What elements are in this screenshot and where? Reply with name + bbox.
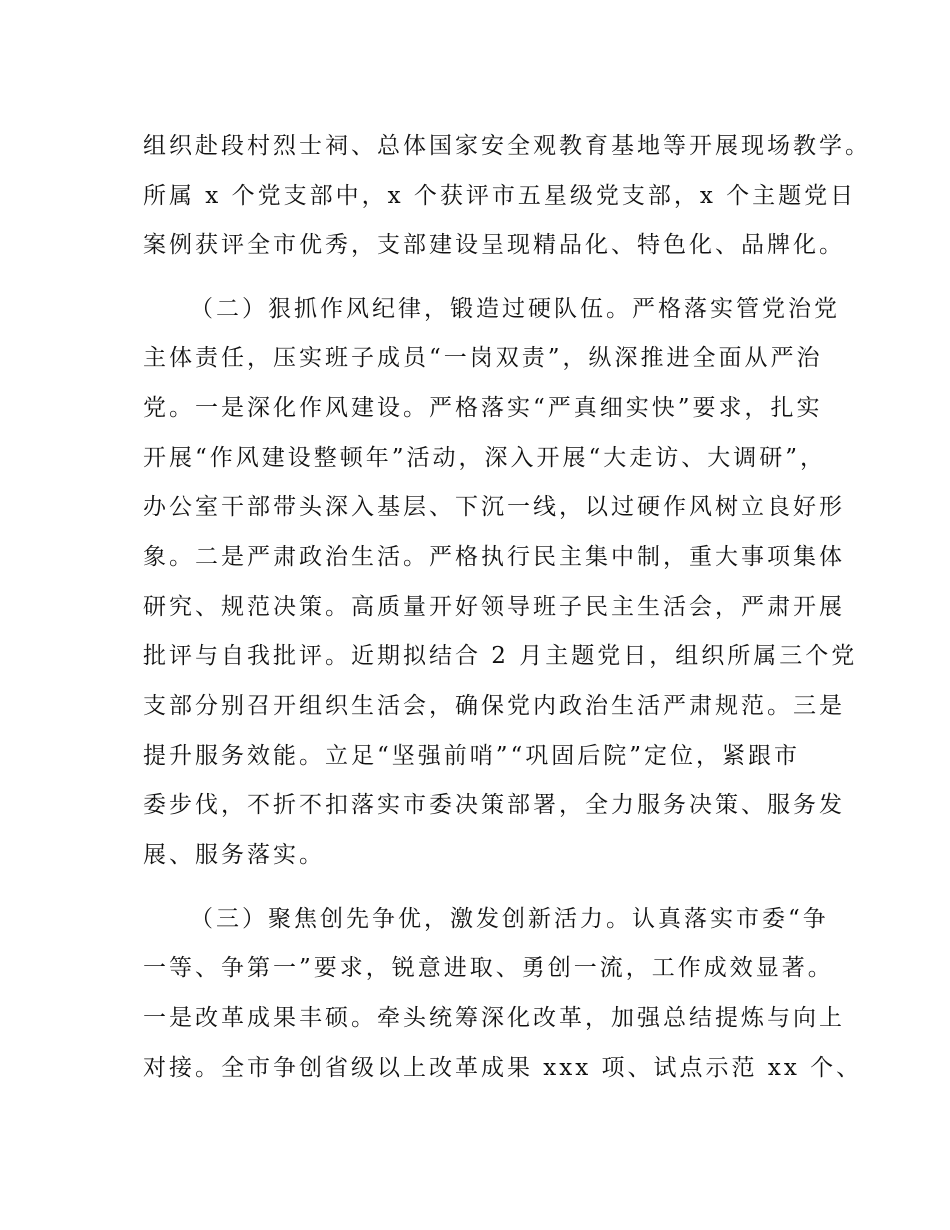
text-line: 研究、规范决策。高质量开好领导班子民主生活会，严肃开展 <box>143 594 845 620</box>
text-line: 展、服务落实。 <box>143 842 325 868</box>
text-line: 办公室干部带头深入基层、下沉一线，以过硬作风树立良好形 <box>143 494 845 520</box>
text-line: 对接。全市争创省级以上改革成果 xxx 项、试点示范 xx 个、 <box>143 1055 863 1081</box>
text-line: 支部分别召开组织生活会，确保党内政治生活严肃规范。三是 <box>143 693 845 719</box>
text-line: 案例获评全市优秀，支部建设呈现精品化、特色化、品牌化。 <box>143 232 845 258</box>
text-line: 主体责任，压实班子成员“一岗双责”，纵深推进全面从严治 <box>143 345 823 371</box>
paragraph-2-first-line: （二）狠抓作风纪律，锻造过硬队伍。严格落实管党治党 <box>190 296 840 322</box>
text-line: 一是改革成果丰硕。牵头统筹深化改革，加强总结提炼与向上 <box>143 1005 845 1031</box>
text-line: 一等、争第一”要求，锐意进取、勇创一流，工作成效显著。 <box>143 955 834 981</box>
text-line: 组织赴段村烈士祠、总体国家安全观教育基地等开展现场教学。 <box>143 133 871 159</box>
text-line: 提升服务效能。立足“坚强前哨”“巩固后院”定位，紧跟市 <box>143 743 801 769</box>
text-line: 象。二是严肃政治生活。严格执行民主集中制，重大事项集体 <box>143 544 845 570</box>
text-line: 所属 x 个党支部中，x 个获评市五星级党支部，x 个主题党日 <box>143 183 857 209</box>
text-line: 委步伐，不折不扣落实市委决策部署，全力服务决策、服务发 <box>143 792 845 818</box>
text-line: 开展“作风建设整顿年”活动，深入开展“大走访、大调研”， <box>143 445 827 471</box>
text-line: 批评与自我批评。近期拟结合 2 月主题党日，组织所属三个党 <box>143 643 858 669</box>
paragraph-3-first-line: （三）聚焦创先争优，激发创新活力。认真落实市委“争 <box>190 906 829 932</box>
text-line: 党。一是深化作风建设。严格落实“严真细实快”要求，扎实 <box>143 395 823 421</box>
